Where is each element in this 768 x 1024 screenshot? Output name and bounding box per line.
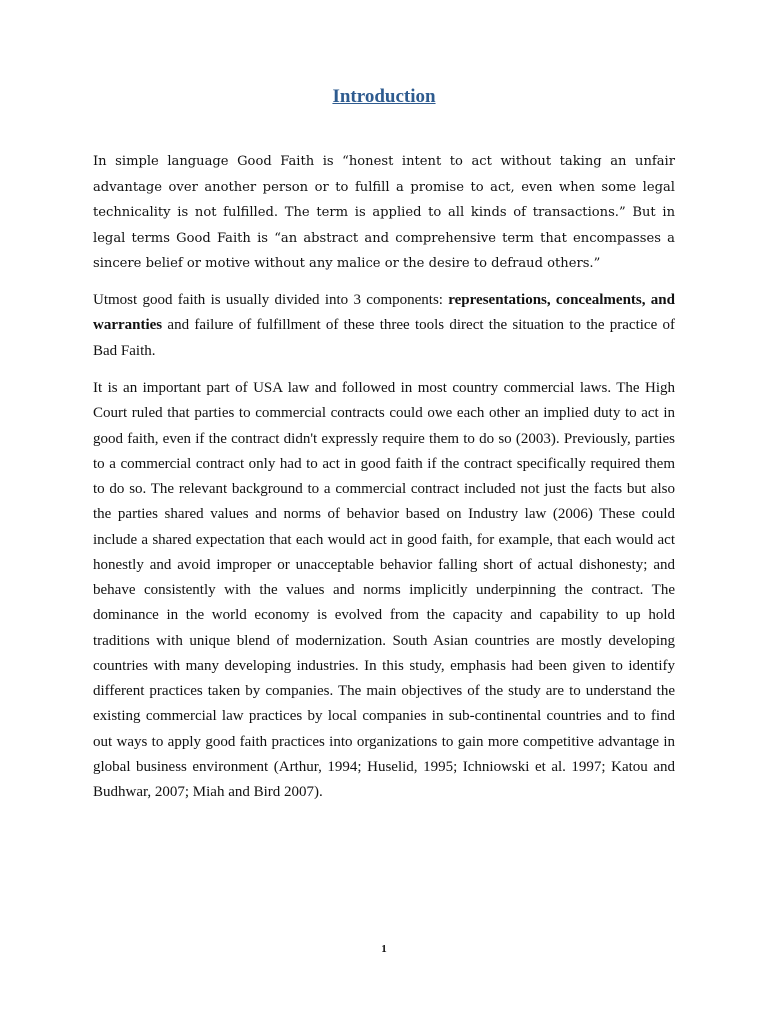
paragraph-components-lead: Utmost good faith is usually divided into 3 components: xyxy=(93,292,449,308)
paragraph-components-tail: and failure of fulfillment of these three tools direct the situation to the practice of Bad Faith. xyxy=(93,317,675,359)
components-bold-text: representations, concealments, and warranties xyxy=(93,292,675,334)
paragraph-definition: In simple language Good Faith is “honest intent to act without taking an unfair advantage over another person or to fulfill a promise to act, even when some legal technicality is not fulfilled. The term is applied to all kinds of transactions.” But in legal terms Good Faith is “an abstract and comprehensive term that encompasses a sincere belief or motive without any malice or the desire to defraud others.” xyxy=(93,154,675,271)
page-number: 1 xyxy=(381,943,387,955)
paragraph-components xyxy=(93,288,675,364)
paragraph-usa-law: It is an important part of USA law and followed in most country commercial laws. The High Court ruled that parties to commercial contracts could owe each other an implied duty to act in good faith, even if the contract didn't expressly require them to do so (2003). Previously, parties to a commercial contract only had to act in good faith if the contract specifically required them to do so. The relevant background to a commercial contract included not just the facts but also the parties shared values and norms of behavior based on Industry law (2006) These could include a shared expectation that each would act in good faith, for example, that each would act honestly and avoid improper or unacceptable behavior falling short of actual dishonesty; and behave consistently with the values and norms implicitly underpinning the contract. The dominance in the world economy is evolved from the capacity and capability to up hold traditions with unique blend of modernization. South Asian countries are mostly developing countries with many developing industries. In this study, emphasis had been given to identify different practices taken by companies. The main objectives of the study are to understand the existing commercial law practices by local companies in sub-continental countries and to find out ways to apply good faith practices into organizations to gain more competitive advantage in global business environment (Arthur, 1994; Huselid, 1995; Ichniowski et al. 1997; Katou and Budhwar, 2007; Miah and Bird 2007). xyxy=(93,380,675,800)
page-title: Introduction xyxy=(332,86,436,107)
